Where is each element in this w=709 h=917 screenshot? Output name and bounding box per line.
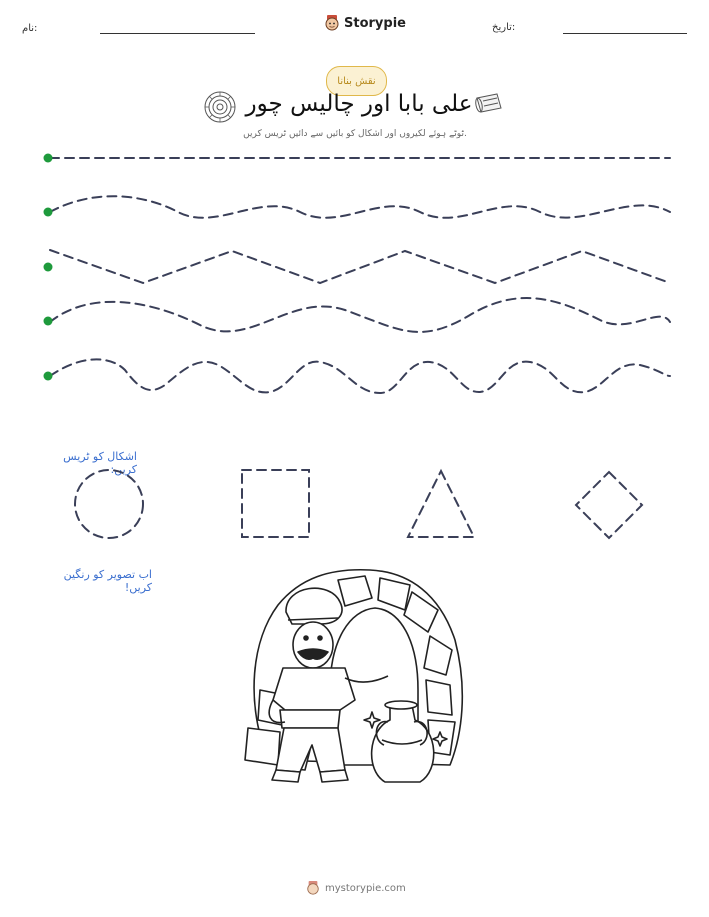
brand-name: Storypie xyxy=(344,15,406,31)
storypie-mascot-icon xyxy=(306,880,320,896)
footer-url[interactable]: mystorypie.com xyxy=(325,882,406,894)
shapes-section-label: اشکال کو ٹریس کریں: xyxy=(63,450,137,476)
date-label: تاریخ: xyxy=(492,22,516,33)
activity-badge: نقش بنانا xyxy=(326,66,387,96)
name-label: نام: xyxy=(22,23,38,34)
page-subtitle: ٹوٹے ہوئے لکیروں اور اشکال کو بائیں سے دائیں ٹریس کریں. xyxy=(243,129,467,139)
page-title: علی بابا اور چالیس چور xyxy=(245,91,473,117)
footer xyxy=(306,880,406,896)
coloring-section-label: اب تصویر کو رنگین کریں! xyxy=(63,568,152,594)
